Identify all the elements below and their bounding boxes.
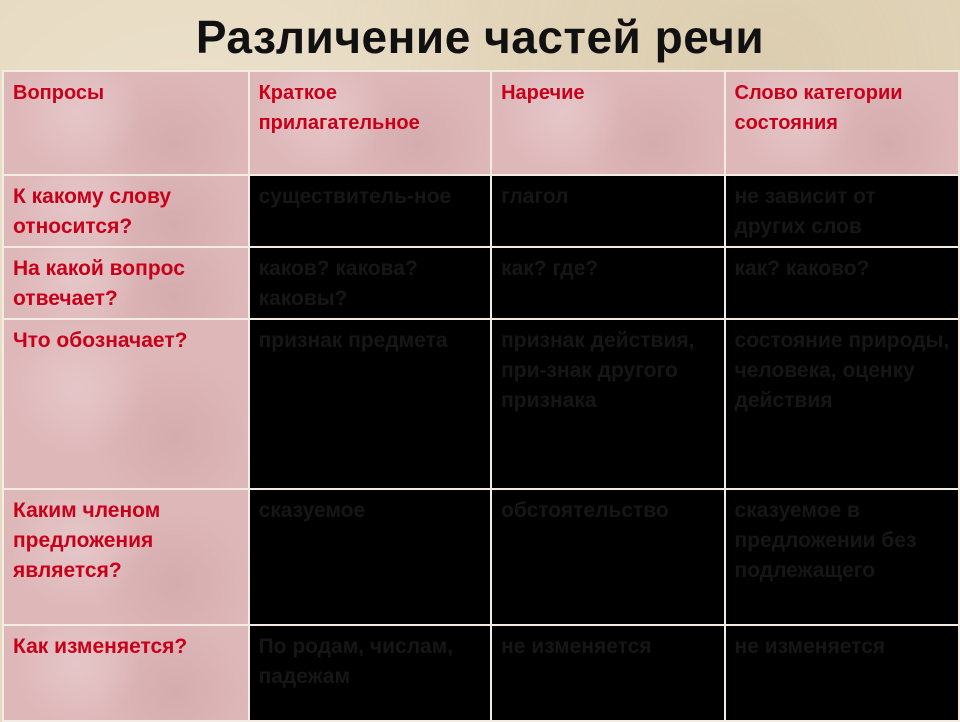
row-question: Каким членом предложения является? xyxy=(13,499,161,582)
header-cell-short-adjective xyxy=(249,71,492,175)
comparison-table xyxy=(2,70,960,722)
row-state-cell: не изменяется xyxy=(725,625,959,721)
header-cell-state-word xyxy=(725,71,959,175)
row-question: На какой вопрос отвечает? xyxy=(13,257,185,310)
row-adjective-cell: каков? какова? каковы? xyxy=(249,247,492,319)
row-adjective-cell: существитель-ное xyxy=(249,175,492,247)
row-adjective-cell: По родам, числам, падежам xyxy=(249,625,492,721)
table-row xyxy=(3,175,959,247)
page-title: Различение частей речи xyxy=(195,11,765,63)
header-label: Наречие xyxy=(501,82,585,104)
row-question-cell xyxy=(3,625,249,721)
row-state-cell: сказуемое в предложении без подлежащего xyxy=(725,489,959,625)
header-label: Краткое прилагательное xyxy=(258,82,420,134)
row-question-cell xyxy=(3,175,249,247)
row-state-cell: как? каково? xyxy=(725,247,959,319)
row-adverb-cell: как? где? xyxy=(491,247,724,319)
row-adverb-cell: глагол xyxy=(491,175,724,247)
row-question: К какому слову относится? xyxy=(13,185,172,238)
row-adverb-cell: признак действия, при-знак другого признака xyxy=(491,319,724,489)
row-state-cell: не зависит от других слов xyxy=(725,175,959,247)
header-cell-adverb xyxy=(491,71,724,175)
row-question: Что обозначает? xyxy=(13,329,188,352)
table-row xyxy=(3,319,959,489)
row-question-cell xyxy=(3,247,249,319)
table-row xyxy=(3,625,959,721)
table-row xyxy=(3,247,959,319)
table-header-row xyxy=(3,71,959,175)
row-state-cell: состояние природы, человека, оценку действия xyxy=(725,319,959,489)
row-question-cell xyxy=(3,319,249,489)
row-adverb-cell: обстоятельство xyxy=(491,489,724,625)
header-label: Слово категории состояния xyxy=(734,82,903,134)
row-question-cell xyxy=(3,489,249,625)
row-question: Как изменяется? xyxy=(13,635,188,658)
header-cell-questions xyxy=(3,71,249,175)
row-adjective-cell: признак предмета xyxy=(249,319,492,489)
row-adverb-cell: не изменяется xyxy=(491,625,724,721)
row-adjective-cell: сказуемое xyxy=(249,489,492,625)
table-row xyxy=(3,489,959,625)
header-label: Вопросы xyxy=(13,82,105,104)
